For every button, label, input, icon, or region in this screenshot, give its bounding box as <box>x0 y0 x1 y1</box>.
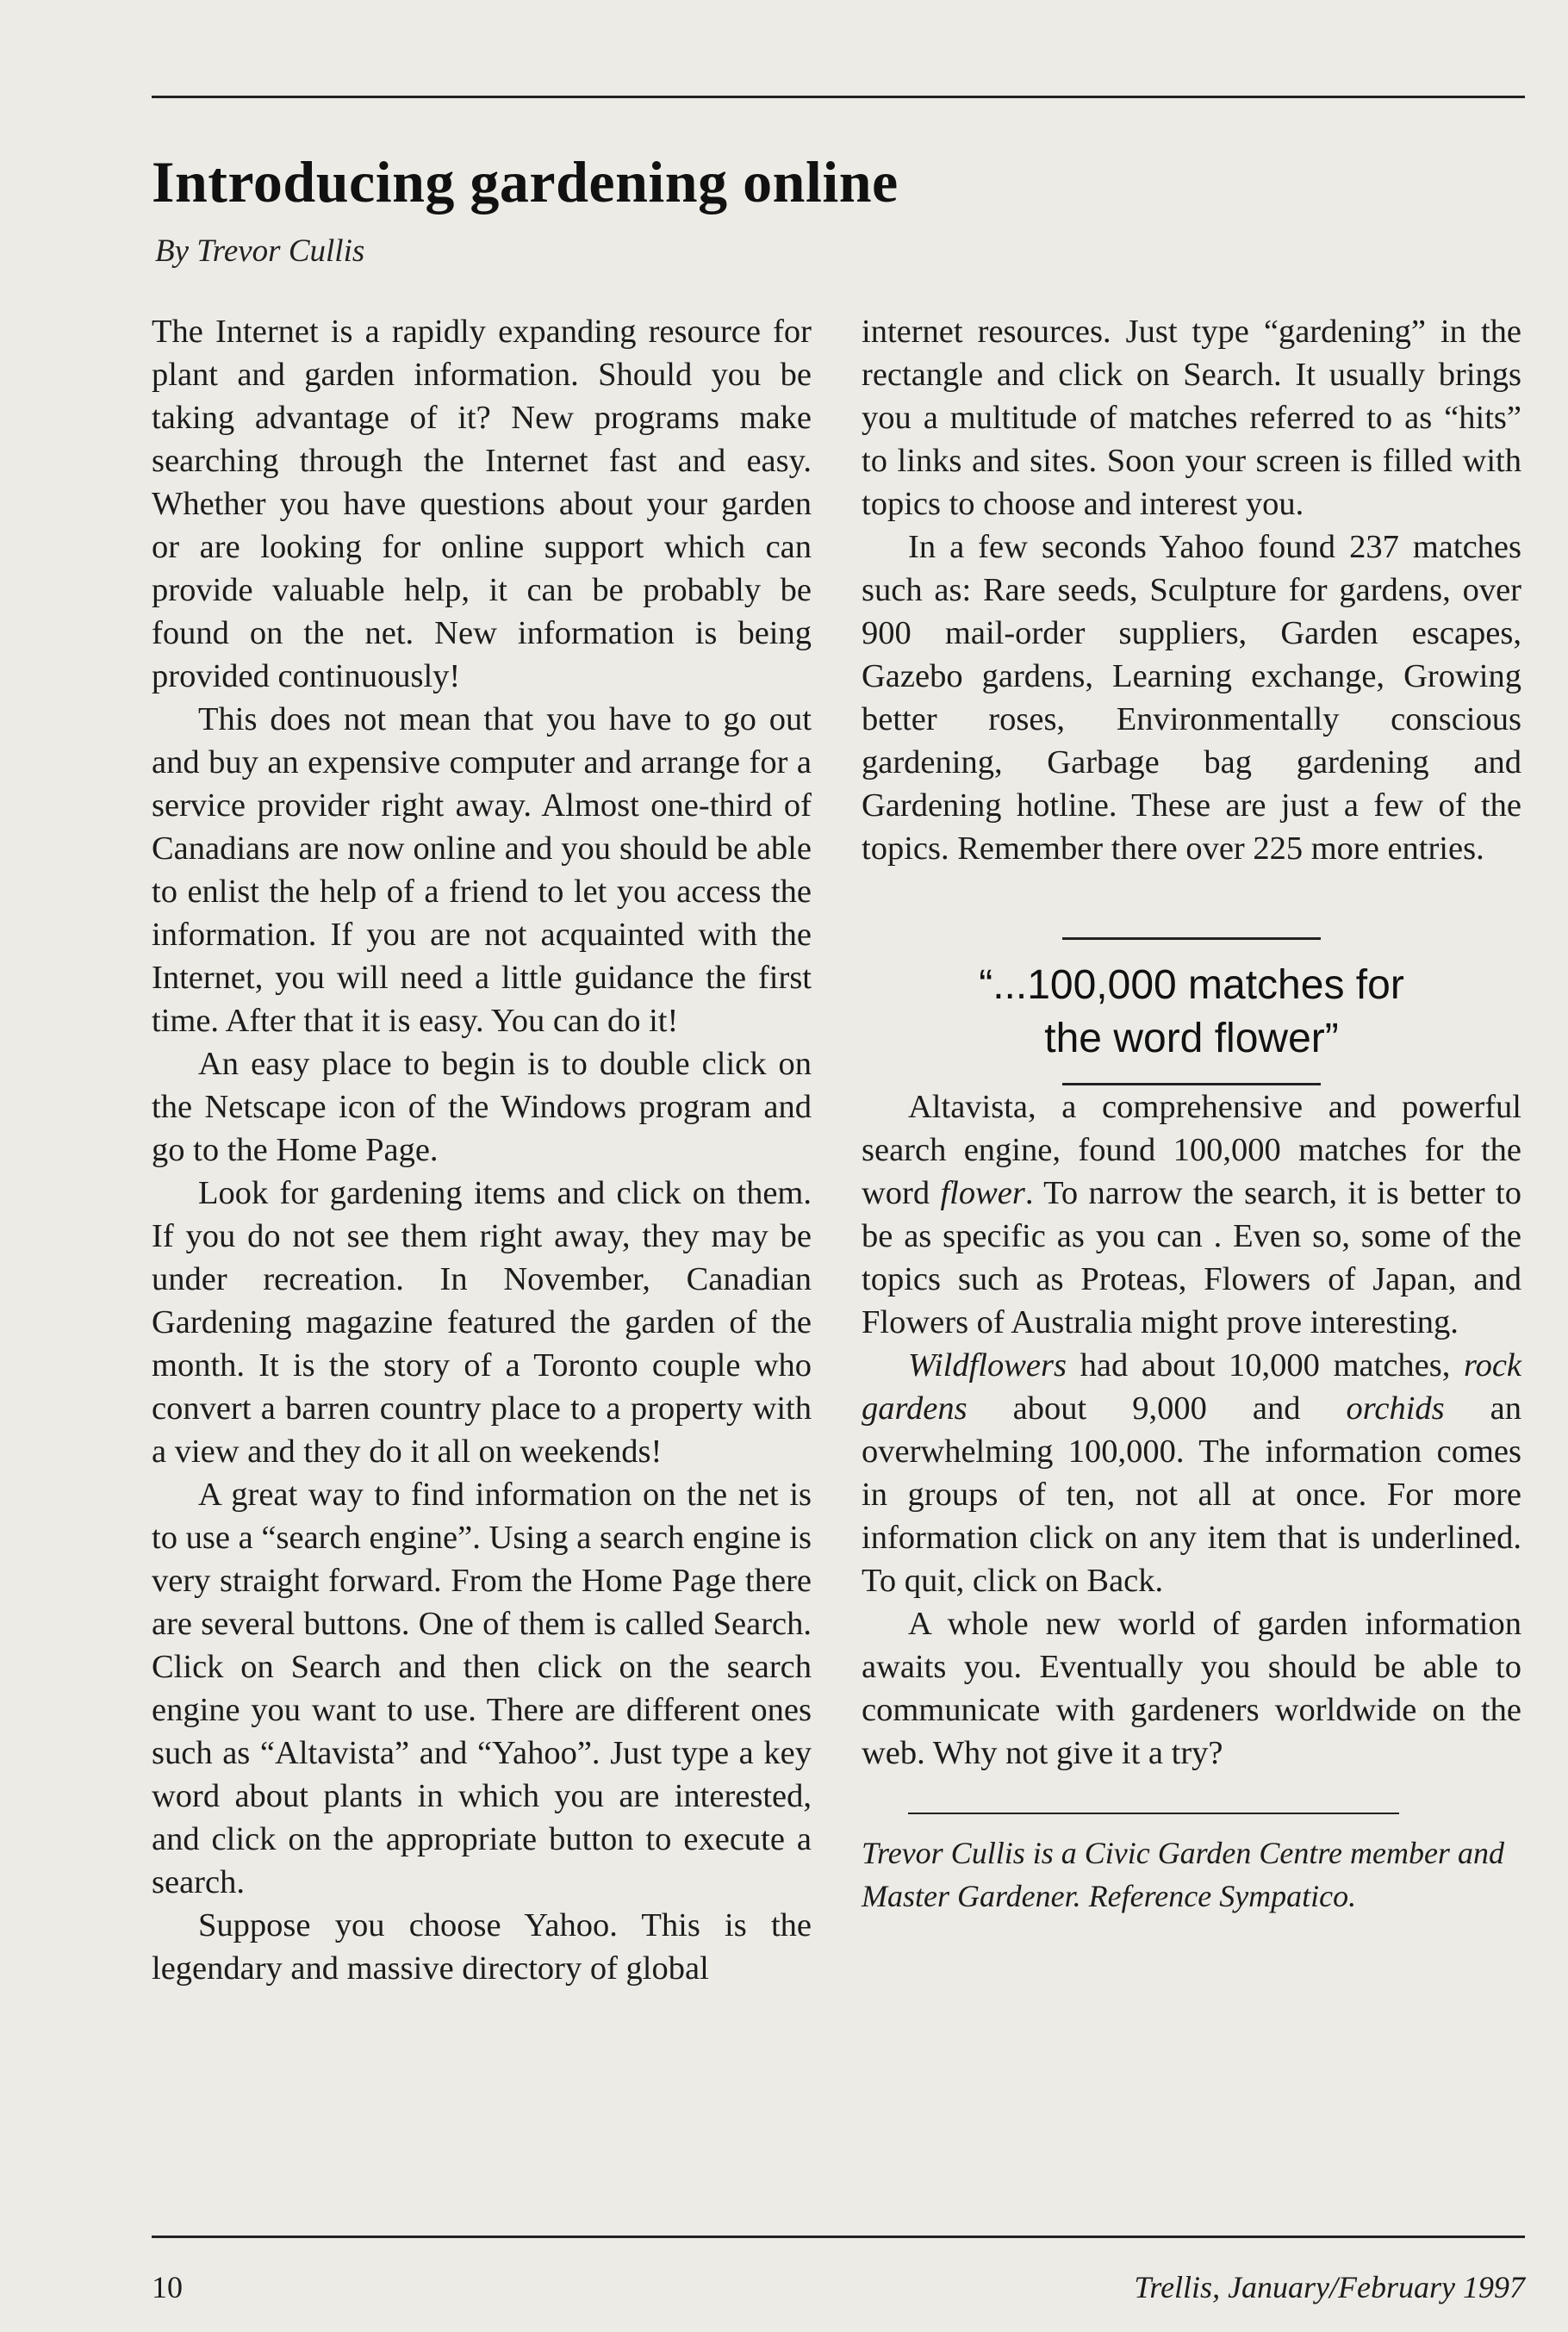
paragraph-closing: A whole new world of garden information awaits you. Eventually you should be able to communicate with gardeners worldwide on the web. Why not give it a try? <box>862 1606 1521 1771</box>
right-column <box>862 310 1521 1918</box>
pull-quote-word: flower <box>1214 1016 1325 1061</box>
paragraph: The Internet is a rapidly expanding resource for plant and garden information. Should you be taking advantage of it? New programs make searching through the Internet fast and easy. Whether you have questions about your garden or are looking for online support which can provide valuable help, it can be probably be found on the net. New information is being provided continuously! <box>152 314 812 694</box>
text-run: had about 10,000 matches, <box>1066 1347 1465 1384</box>
byline: By Trevor Cullis <box>155 233 365 269</box>
paragraph: In a few seconds Yahoo found 237 matches such as: Rare seeds, Sculpture for gardens, over 900 mail-order suppliers, Garden escapes, Gazebo gardens, Learning exchange, Growing better roses, Environmentally conscious gardening, Garbage bag gardening and Gardening hotline. These are just a few of the topics. Remember there over 225 more entries. <box>862 529 1521 867</box>
text-run: Altavista, a comprehensive and powerful search engine, found 100,000 matches for the word <box>862 1089 1521 1211</box>
article-title: Introducing gardening online <box>152 149 899 215</box>
pull-quote <box>950 937 1433 1085</box>
text-run: about 9,000 and <box>967 1390 1347 1427</box>
italic-run: Wildflowers <box>908 1347 1067 1384</box>
publication-footer: Trellis, January/February 1997 <box>1134 2270 1525 2304</box>
article-end-rule <box>908 1813 1399 1814</box>
paragraph: internet resources. Just type “gardening” in the rectangle and click on Search. It usually brings you a multitude of matches referred to as “hits” to links and sites. Soon your screen is filled with topics to choose and interest you. <box>862 314 1521 522</box>
paragraph-wildflowers <box>862 1344 1521 1602</box>
author-bio-text: Trevor Cullis is a Civic Garden Centre member and Master Gardener. Reference Sympatico. <box>862 1836 1504 1913</box>
bottom-rule <box>152 2236 1525 2238</box>
text-run: . To narrow the search, it is better to be as specific as you can . Even so, some of the topics such as Proteas, Flowers of Japan, and Flowers of Australia might prove interesting. <box>862 1175 1521 1340</box>
left-column <box>152 310 812 1990</box>
italic-run: orchids <box>1346 1390 1445 1427</box>
text-run: an overwhelming 100,000. The information comes in groups of ten, not all at once. For more information click on any item that is underlined. To quit, click on Back. <box>862 1390 1522 1599</box>
paragraph: Suppose you choose Yahoo. This is the legendary and massive directory of global <box>152 1907 812 1987</box>
paragraph: This does not mean that you have to go out and buy an expensive computer and arrange for a service provider right away. Almost one-third of Canadians are now online and you should be able to enlist the help of a friend to let you access the information. If you are not acquainted with the Internet, you will need a little guidance the first time. After that it is easy. You can do it! <box>152 701 812 1039</box>
pull-quote-top-rule <box>1062 937 1321 940</box>
italic-run: flower <box>940 1175 1025 1211</box>
pull-quote-after: ” <box>1324 1016 1339 1061</box>
paragraph-altavista <box>862 1085 1521 1344</box>
author-bio <box>862 1831 1521 1918</box>
pull-quote-before: “...100,000 matches for the word <box>979 962 1404 1061</box>
top-rule <box>152 96 1525 98</box>
paragraph: A great way to find information on the net is to use a “search engine”. Using a search engine is very straight forward. From the Home Page there are several buttons. One of them is called Search. Click on Search and then click on the search engine you want to use. There are different ones such as “Altavista” and “Yahoo”. Just type a key word about plants in which you are interested, and click on the appropriate button to execute a search. <box>152 1477 812 1900</box>
pull-quote-text <box>950 959 1433 1066</box>
paragraph: Look for gardening items and click on them. If you do not see them right away, they may be under recreation. In November, Canadian Gardening magazine featured the garden of the month. It is the story of a Toronto couple who convert a barren country place to a property with a view and they do it all on weekends! <box>152 1175 812 1470</box>
paragraph: An easy place to begin is to double click on the Netscape icon of the Windows program and go to the Home Page. <box>152 1046 812 1168</box>
page-number: 10 <box>152 2270 183 2304</box>
italic-run: rock gardens <box>862 1347 1521 1427</box>
